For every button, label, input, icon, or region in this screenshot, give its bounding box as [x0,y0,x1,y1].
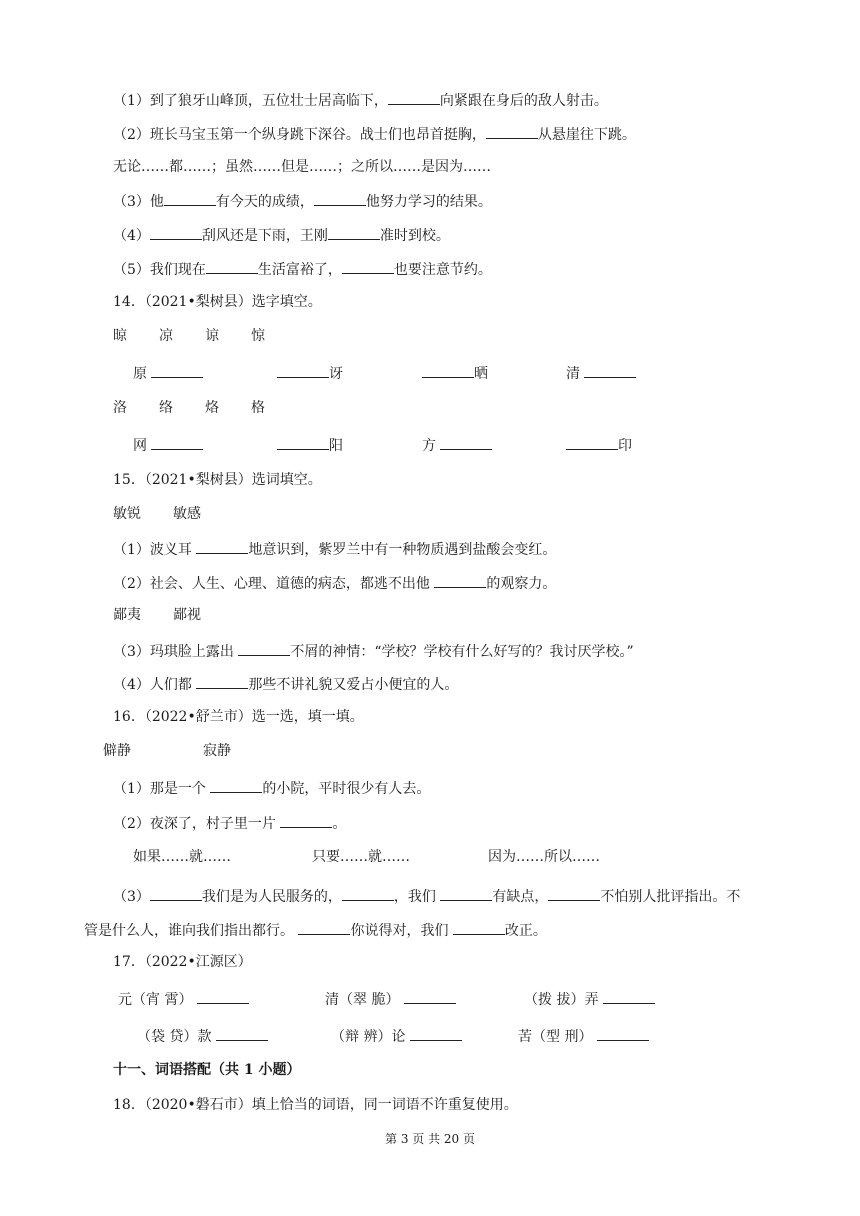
answer-blank[interactable] [584,362,636,378]
q17-choice: （辩 辨）论 [331,1029,406,1045]
q15-s2-text-a: （2）社会、人生、心理、道德的病态，都逃不出他 [113,576,435,592]
q16-sentence-2 [113,812,346,834]
answer-blank[interactable] [298,919,350,935]
q13-s4-text-a: （4） [113,228,150,244]
q13-sentence-4 [113,224,450,246]
char-option: 络 [159,400,173,416]
q15-sentence-3 [113,640,634,662]
word-option: 僻静 [103,743,131,759]
answer-blank[interactable] [603,988,655,1004]
q13-s5-text-c: 也要注意节约。 [393,262,492,278]
word-part: 原 [133,366,147,382]
q16-s1-text-b: 的小院，平时很少有人去。 [262,781,431,797]
q16-s3-text-f: 管是什么人，谁向我们指出都行。 [84,923,299,939]
word-part: 清 [566,366,580,382]
answer-blank[interactable] [422,362,474,378]
q16-conjunction-option-1: 如果……就…… [133,849,231,865]
answer-blank[interactable] [216,1025,268,1041]
q14-fill-row-2d [566,434,632,456]
q16-s3-text-b: 我们是为人民服务的， [201,889,342,905]
word-part: 阳 [329,438,343,454]
answer-blank[interactable] [342,885,394,901]
q15-sentence-2 [113,572,556,594]
q13-s2-text-a: （2）班长马宝玉第一个纵身跳下深谷。战士们也昂首挺胸， [113,127,486,143]
word-option: 敏锐 [113,506,141,522]
q17-item-6 [518,1025,649,1047]
q16-sentence-3-line-2 [84,919,547,941]
q15-s4-text-b: 那些不讲礼貌又爱占小便宜的人。 [248,677,459,693]
q17-choice: （袋 贷）款 [137,1029,212,1045]
q15-s3-text-a: （3）玛琪脸上露出 [113,644,239,660]
q17-item-5 [331,1025,462,1047]
answer-blank[interactable] [277,434,329,450]
q17-item-1 [118,988,249,1010]
char-option: 谅 [205,328,219,344]
q15-s3-text-b: 不屑的神情：“学校？学校有什么好写的？我讨厌学校。” [290,644,634,660]
answer-blank[interactable] [150,885,202,901]
char-option: 洛 [113,400,127,416]
q15-title: 15．（2021•梨树县）选词填空。 [113,472,322,488]
q13-sentence-1 [113,89,608,111]
q13-conjunction-options: 无论……都……；虽然……但是……；之所以……是因为…… [113,159,491,175]
q13-sentence-2 [113,123,636,145]
char-option: 格 [251,400,265,416]
q17-choice: 元（宵 霄） [118,992,193,1008]
answer-blank[interactable] [196,673,248,689]
q14-char-options-1 [113,326,265,346]
q13-s3-text-a: （3）他 [113,194,164,210]
answer-blank[interactable] [280,812,332,828]
answer-blank[interactable] [388,89,440,105]
q15-sentence-4 [113,673,458,695]
q15-word-options-1 [113,504,201,524]
q13-s3-text-c: 他努力学习的结果。 [365,194,492,210]
answer-blank[interactable] [164,190,216,206]
word-option: 鄙夷 [113,607,141,623]
answer-blank[interactable] [453,919,505,935]
q17-item-2 [325,988,456,1010]
q14-fill-row-1d [566,362,636,384]
answer-blank[interactable] [440,885,492,901]
word-option: 敏感 [173,506,201,522]
answer-blank[interactable] [151,362,203,378]
char-option: 烙 [205,400,219,416]
answer-blank[interactable] [597,1025,649,1041]
word-option: 寂静 [203,743,231,759]
q13-s1-text-a: （1）到了狼牙山峰顶，五位壮士居高临下， [113,93,388,109]
q16-s2-text-a: （2）夜深了，村子里一片 [113,816,281,832]
answer-blank[interactable] [566,434,618,450]
q14-title: 14．（2021•梨树县）选字填空。 [113,294,322,310]
q15-word-options-2 [113,605,201,625]
q16-s3-text-e: 不怕别人批评指出。不 [600,889,741,905]
answer-blank[interactable] [410,1025,462,1041]
q13-s3-text-b: 有今天的成绩， [215,194,314,210]
q17-item-3 [524,988,655,1010]
q13-s2-text-b: 从悬崖往下跳。 [537,127,636,143]
q17-choice: 苦（型 刑） [518,1029,593,1045]
word-option: 鄙视 [173,607,201,623]
q14-fill-row-2b [277,434,343,456]
q14-fill-row-1b [277,362,343,384]
word-part: 讶 [329,366,343,382]
q16-word-options [103,741,231,761]
answer-blank[interactable] [434,572,486,588]
q16-conjunction-option-3: 因为……所以…… [488,849,600,865]
answer-blank[interactable] [197,988,249,1004]
q16-title: 16．（2022•舒兰市）选一选，填一填。 [113,709,364,725]
q15-s2-text-b: 的观察力。 [486,576,557,592]
q13-sentence-3 [113,190,492,212]
answer-blank[interactable] [206,258,258,274]
answer-blank[interactable] [151,434,203,450]
q16-s3-text-c: ，我们 [393,889,441,905]
q14-fill-row-1 [133,362,203,384]
q15-sentence-1 [113,538,556,560]
q14-fill-row-1c [422,362,488,384]
q16-s3-text-g: 你说得对，我们 [350,923,453,939]
q13-s4-text-b: 刮风还是下雨，王刚 [201,228,328,244]
answer-blank[interactable] [486,123,538,139]
answer-blank[interactable] [277,362,329,378]
answer-blank[interactable] [210,777,262,793]
q17-choice: 清（翠 脆） [325,992,400,1008]
answer-blank[interactable] [196,538,248,554]
word-part: 网 [133,438,147,454]
answer-blank[interactable] [548,885,600,901]
q14-char-options-2 [113,398,265,418]
answer-blank[interactable] [440,434,492,450]
q16-s1-text-a: （1）那是一个 [113,781,211,797]
word-part: 方 [422,438,436,454]
char-option: 惊 [251,328,265,344]
answer-blank[interactable] [342,258,394,274]
char-option: 凉 [159,328,173,344]
q14-fill-row-2a [133,434,203,456]
q15-s1-text-b: 地意识到，紫罗兰中有一种物质遇到盐酸会变红。 [248,542,557,558]
q14-fill-row-2c [422,434,492,456]
char-option: 晾 [113,328,127,344]
word-part: 印 [618,438,632,454]
answer-blank[interactable] [328,224,380,240]
q17-item-4 [137,1025,268,1047]
q16-sentence-1 [113,777,430,799]
word-part: 晒 [474,366,488,382]
q13-s1-text-b: 向紧跟在身后的敌人射击。 [439,93,608,109]
q16-s3-text-d: 有缺点， [492,889,549,905]
q16-s2-text-b: 。 [332,816,347,832]
q16-s3-text-h: 改正。 [504,923,547,939]
q13-sentence-5 [113,258,492,280]
page-number: 第 3 页 共 20 页 [385,1132,475,1146]
q13-s5-text-b: 生活富裕了， [257,262,342,278]
q16-sentence-3-line-1 [113,885,740,907]
q13-s5-text-a: （5）我们现在 [113,262,206,278]
answer-blank[interactable] [404,988,456,1004]
q16-conjunction-option-2: 只要……就…… [312,849,410,865]
q16-s3-text-a: （3） [113,889,150,905]
q15-s4-text-a: （4）人们都 [113,677,197,693]
answer-blank[interactable] [314,190,366,206]
q13-s4-text-c: 准时到校。 [379,228,450,244]
answer-blank[interactable] [150,224,202,240]
q17-title: 17．（2022•江源区） [113,954,252,970]
q18-title: 18．（2020•磐石市）填上恰当的词语，同一词语不许重复使用。 [113,1097,518,1113]
q15-s1-text-a: （1）波义耳 [113,542,197,558]
answer-blank[interactable] [238,640,290,656]
section-heading: 十一、词语搭配（共 1 小题） [113,1062,301,1078]
q17-choice: （拨 拔）弄 [524,992,599,1008]
